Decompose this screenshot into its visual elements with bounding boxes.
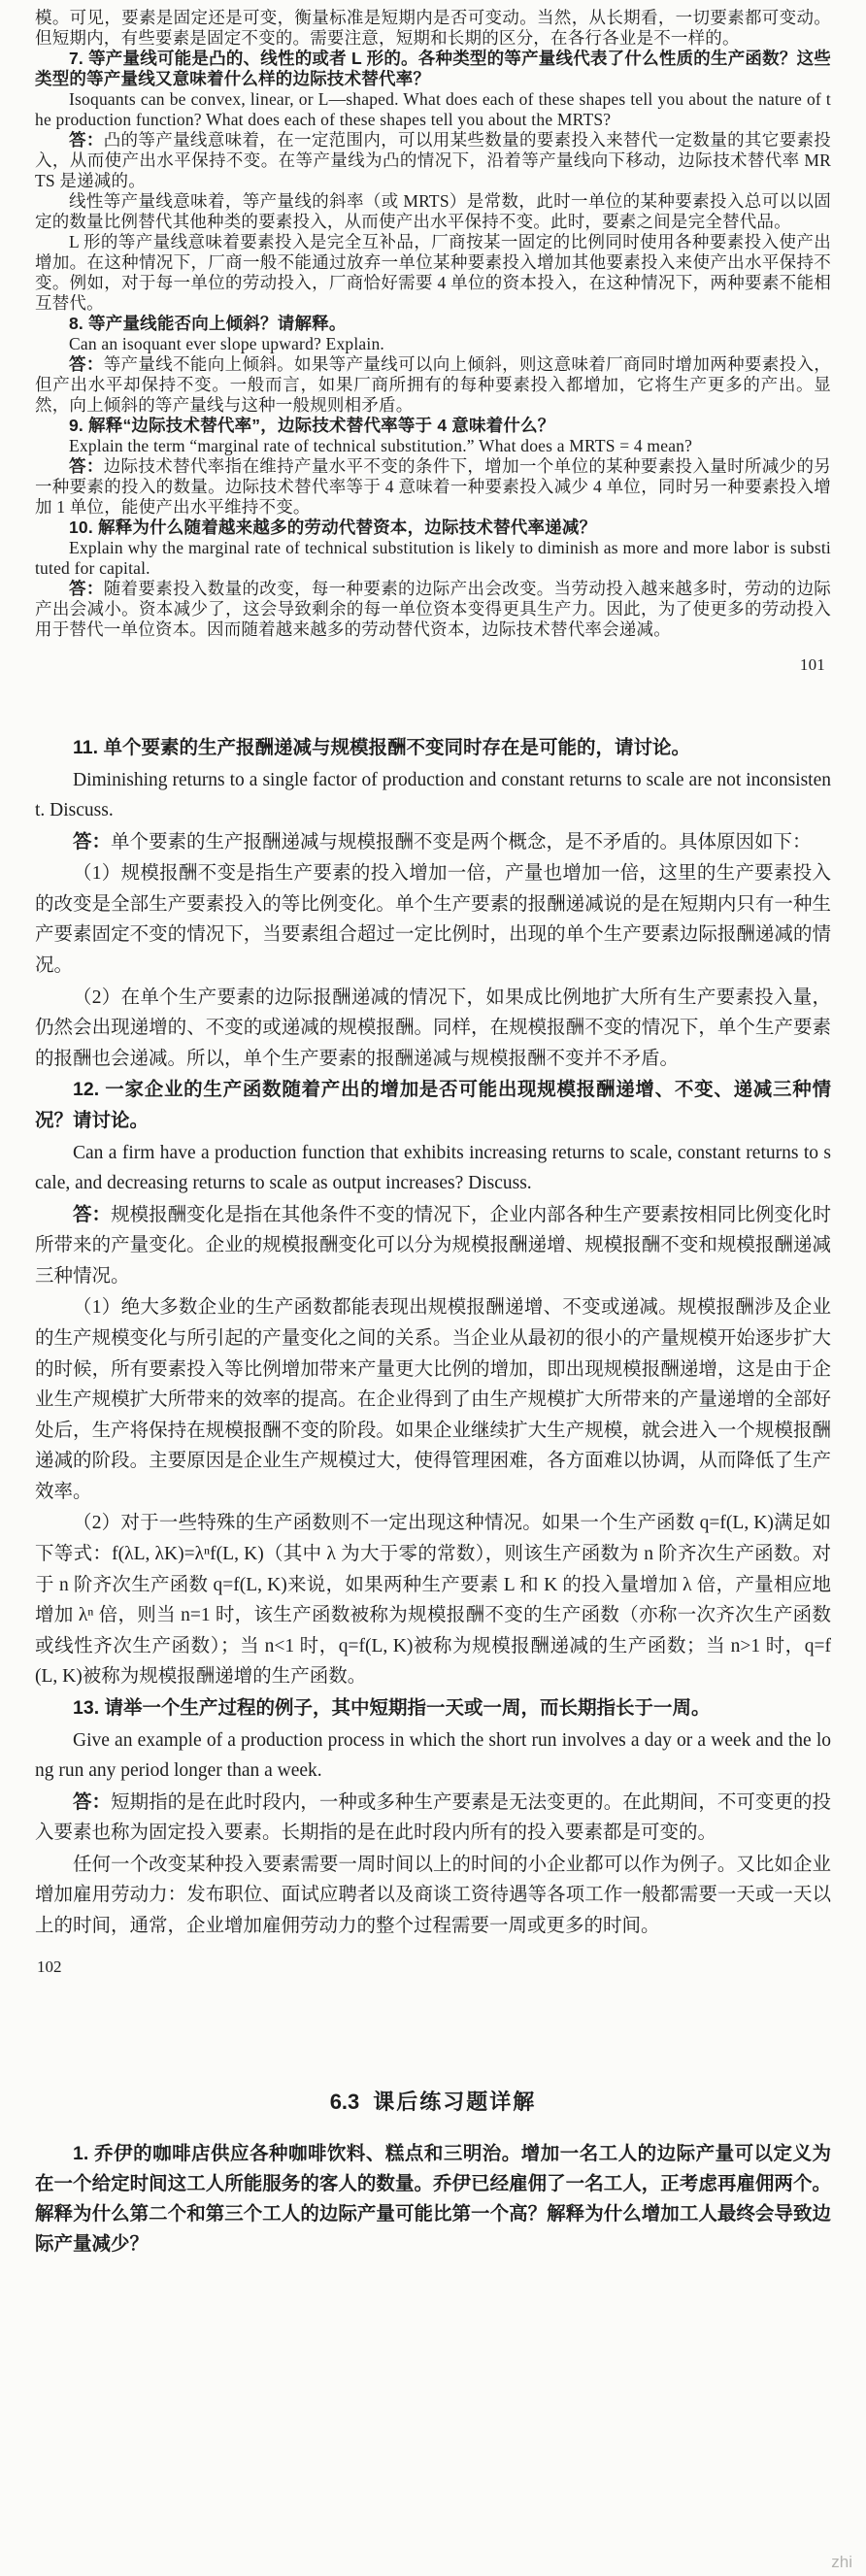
answer-label: 答：: [69, 130, 104, 150]
answer-text: 规模报酬变化是指在其他条件不变的情况下，企业内部各种生产要素按相同比例变化时所带来的产量变化。企业的规模报酬变化可以分为规模报酬递增、规模报酬不变和规模报酬递减三种情况。: [35, 1204, 831, 1287]
question-9-cn: 9. 解释“边际技术替代率”，边际技术替代率等于 4 意味着什么？: [69, 416, 555, 435]
section-title: 课后练习题详解: [373, 2089, 537, 2114]
answer-13-paragraph-2: 任何一个改变某种投入要素需要一周时间以上的时间的小企业都可以作为例子。又比如企业增加雇用劳动力：发布职位、面试应聘者以及商谈工资待遇等各项工作一般都需要一天或一天以上的时间，通常，企业增加雇佣劳动力的整个过程需要一周或更多的时间。: [35, 1854, 831, 1936]
question-11-cn: 11. 单个要素的生产报酬递减与规模报酬不变同时存在是可能的，请讨论。: [73, 737, 690, 758]
question-11-en: Diminishing returns to a single factor of production and constant returns to scale are not inconsistent. Discuss.: [35, 769, 831, 821]
answer-text: 边际技术替代率指在维持产量水平不变的条件下，增加一个单位的某种要素投入量时所减少的另一种要素的投入的数量。边际技术替代率等于 4 意味着一种要素投入减少 4 单位，同时另一种要素投入增加 1 单位，能使产出水平维持不变。: [35, 456, 831, 517]
page-number-102: 102: [37, 1957, 62, 1976]
answer-12-intro: [35, 1200, 831, 1292]
answer-label: 答：: [69, 579, 104, 598]
watermark: zhi: [831, 2553, 852, 2571]
answer-text: 随着要素投入数量的改变，每一种要素的边际产出会改变。当劳动投入越来越多时，劳动的边际产出会减小。资本减少了，这会导致剩余的每一单位资本变得更具生产力。因此，为了使更多的劳动投入用于替代一单位资本。因而随着越来越多的劳动替代资本，边际技术替代率会递减。: [35, 579, 831, 639]
answer-9-paragraph: [35, 456, 831, 518]
answer-12-point-1: （1）绝大多数企业的生产函数都能表现出规模报酬递增、不变或递减。规模报酬涉及企业的生产规模变化与所引起的产量变化之间的关系。当企业从最初的很小的产量规模开始逐步扩大的时候，所有要素投入等比例增加带来产量更大比例的增加，即出现规模报酬递增，这是由于企业生产规模扩大所带来的效率的提高。在企业得到了由生产规模扩大所带来的产量递增的全部好处后，生产将保持在规模报酬不变的阶段。如果企业继续扩大生产规模，就会进入一个规模报酬递减的阶段。主要原因是企业生产规模过大，使得管理困难，各方面难以协调，从而降低了生产效率。: [35, 1297, 831, 1502]
answer-label: 答：: [69, 354, 104, 374]
section-heading: [35, 2086, 831, 2116]
answer-text: 短期指的是在此时段内，一种或多种生产要素是无法变更的。在此期间，不可变更的投入要素也称为固定投入要素。长期指的是在此时段内所有的投入要素都是可变的。: [35, 1791, 831, 1844]
question-9-en: Explain the term “marginal rate of technical substitution.” What does a MRTS = 4 mean?: [69, 436, 693, 455]
question-10-en: Explain why the marginal rate of technical substitution is likely to diminish as more and more labor is substituted for capital.: [35, 538, 831, 578]
answer-13-paragraph-1: [35, 1788, 831, 1849]
question-7-en: Isoquants can be convex, linear, or L—shaped. What does each of these shapes tell you about the nature of the production function? What does each of these shapes tell you about the MRTS?: [35, 89, 831, 129]
question-8-cn: 8. 等产量线能否向上倾斜？请解释。: [69, 314, 347, 333]
page-number-101: 101: [799, 655, 825, 674]
section-6-3: [35, 2086, 831, 2260]
answer-label: 答：: [73, 1203, 112, 1225]
answer-text: 单个要素的生产报酬递减与规模报酬不变是两个概念，是不矛盾的。具体原因如下：: [111, 831, 812, 853]
question-12-cn: 12. 一家企业的生产函数随着产出的增加是否可能出现规模报酬递增、不变、递减三种情况？请讨论。: [35, 1079, 831, 1131]
answer-10-paragraph: [35, 579, 831, 640]
answer-12-point-2: （2）对于一些特殊的生产函数则不一定出现这种情况。如果一个生产函数 q=f(L, K)满足如下等式：f(λL, λK)=λⁿf(L, K)（其中 λ 为大于零的常数），则该生产函数为 n 阶齐次生产函数。对于 n 阶齐次生产函数 q=f(L, K)来说，如果两种生产要素 L 和 K 的投入量增加 λ 倍，产量相应地增加 λⁿ 倍，则当 n=1 时，该生产函数被称为规模报酬不变的生产函数（亦称一次齐次生产函数或线性齐次生产函数）；当 n<1 时，q=f(L, K)被称为规模报酬递减的生产函数；当 n>1 时，q=f(L, K)被称为规模报酬递增的生产函数。: [35, 1513, 831, 1688]
answer-7-paragraph-2: 线性等产量线意味着，等产量线的斜率（或 MRTS）是常数，此时一单位的某种要素投入总可以以固定的数量比例替代其他种类的要素投入，从而使产出水平保持不变。此时，要素之间是完全替代品。: [35, 191, 831, 231]
page-102: [35, 733, 831, 1977]
answer-11-point-1: （1）规模报酬不变是指生产要素的投入增加一倍，产量也增加一倍，这里的生产要素投入的改变是全部生产要素投入的等比例变化。单个生产要素的报酬递减说的是在短期内只有一种生产要素固定不变的情况下，当要素组合超过一定比例时，出现的单个生产要素边际报酬递减的情况。: [35, 863, 831, 977]
exercise-question-1-cn: 1. 乔伊的咖啡店供应各种咖啡饮料、糕点和三明治。增加一名工人的边际产量可以定义为在一个给定时间这工人所能服务的客人的数量。乔伊已经雇佣了一名工人，正考虑再雇佣两个。解释为什么第二个和第三个工人的边际产量可能比第一个高？解释为什么增加工人最终会导致边际产量减少？: [35, 2142, 831, 2256]
question-10-cn: 10. 解释为什么随着越来越多的劳动代替资本，边际技术替代率递减？: [69, 518, 597, 537]
answer-label: 答：: [69, 456, 104, 476]
question-13-cn: 13. 请举一个生产过程的例子，其中短期指一天或一周，而长期指长于一周。: [73, 1696, 711, 1719]
answer-11-point-2: （2）在单个生产要素的边际报酬递减的情况下，如果成比例地扩大所有生产要素投入量，仍然会出现递增的、不变的或递减的规模报酬。同样，在规模报酬不变的情况下，单个生产要素的报酬也会递减。所以，单个生产要素的报酬递减与规模报酬不变并不矛盾。: [35, 987, 831, 1069]
answer-11-intro: [35, 827, 831, 858]
answer-7-paragraph-1: [35, 130, 831, 191]
section-number: 6.3: [329, 2089, 360, 2114]
answer-8-paragraph: [35, 354, 831, 416]
answer-label: 答：: [73, 830, 112, 853]
answer-label: 答：: [73, 1790, 112, 1813]
answer-text: 凸的等产量线意味着，在一定范围内，可以用某些数量的要素投入来替代一定数量的其它要素投入，从而使产出水平保持不变。在等产量线为凸的情况下，沿着等产量线向下移动，边际技术替代率 MRTS 是递减的。: [35, 130, 831, 190]
question-7-cn: 7. 等产量线可能是凸的、线性的或者 L 形的。各种类型的等产量线代表了什么性质的生产函数？这些类型的等产量线又意味着什么样的边际技术替代率？: [35, 49, 831, 88]
question-12-en: Can a firm have a production function that exhibits increasing returns to scale, constant returns to scale, and decreasing returns to scale as output increases? Discuss.: [35, 1142, 831, 1194]
body-paragraph-continuation: 模。可见，要素是固定还是可变，衡量标准是短期内是否可变动。当然，从长期看，一切要素都可变动。但短期内，有些要素是固定不变的。需要注意，短期和长期的区分，在各行各业是不一样的。: [35, 8, 831, 48]
page-101: [35, 8, 831, 675]
question-8-en: Can an isoquant ever slope upward? Explain.: [69, 334, 384, 353]
answer-7-paragraph-3: L 形的等产量线意味着要素投入是完全互补品，厂商按某一固定的比例同时使用各种要素投入使产出增加。在这种情况下，厂商一般不能通过放弃一单位某种要素投入增加其他要素投入来使产出水平保持不变。例如，对于每一单位的劳动投入，厂商恰好需要 4 单位的资本投入，在这种情况下，两种要素不能相互替代。: [35, 232, 831, 313]
answer-text: 等产量线不能向上倾斜。如果等产量线可以向上倾斜，则这意味着厂商同时增加两种要素投入，但产出水平却保持不变。一般而言，如果厂商所拥有的每种要素投入都增加，它将生产更多的产出。显然，向上倾斜的等产量线与这种一般规则相矛盾。: [35, 354, 831, 415]
question-13-en: Give an example of a production process in which the short run involves a day or a week and the long run any period longer than a week.: [35, 1729, 831, 1782]
